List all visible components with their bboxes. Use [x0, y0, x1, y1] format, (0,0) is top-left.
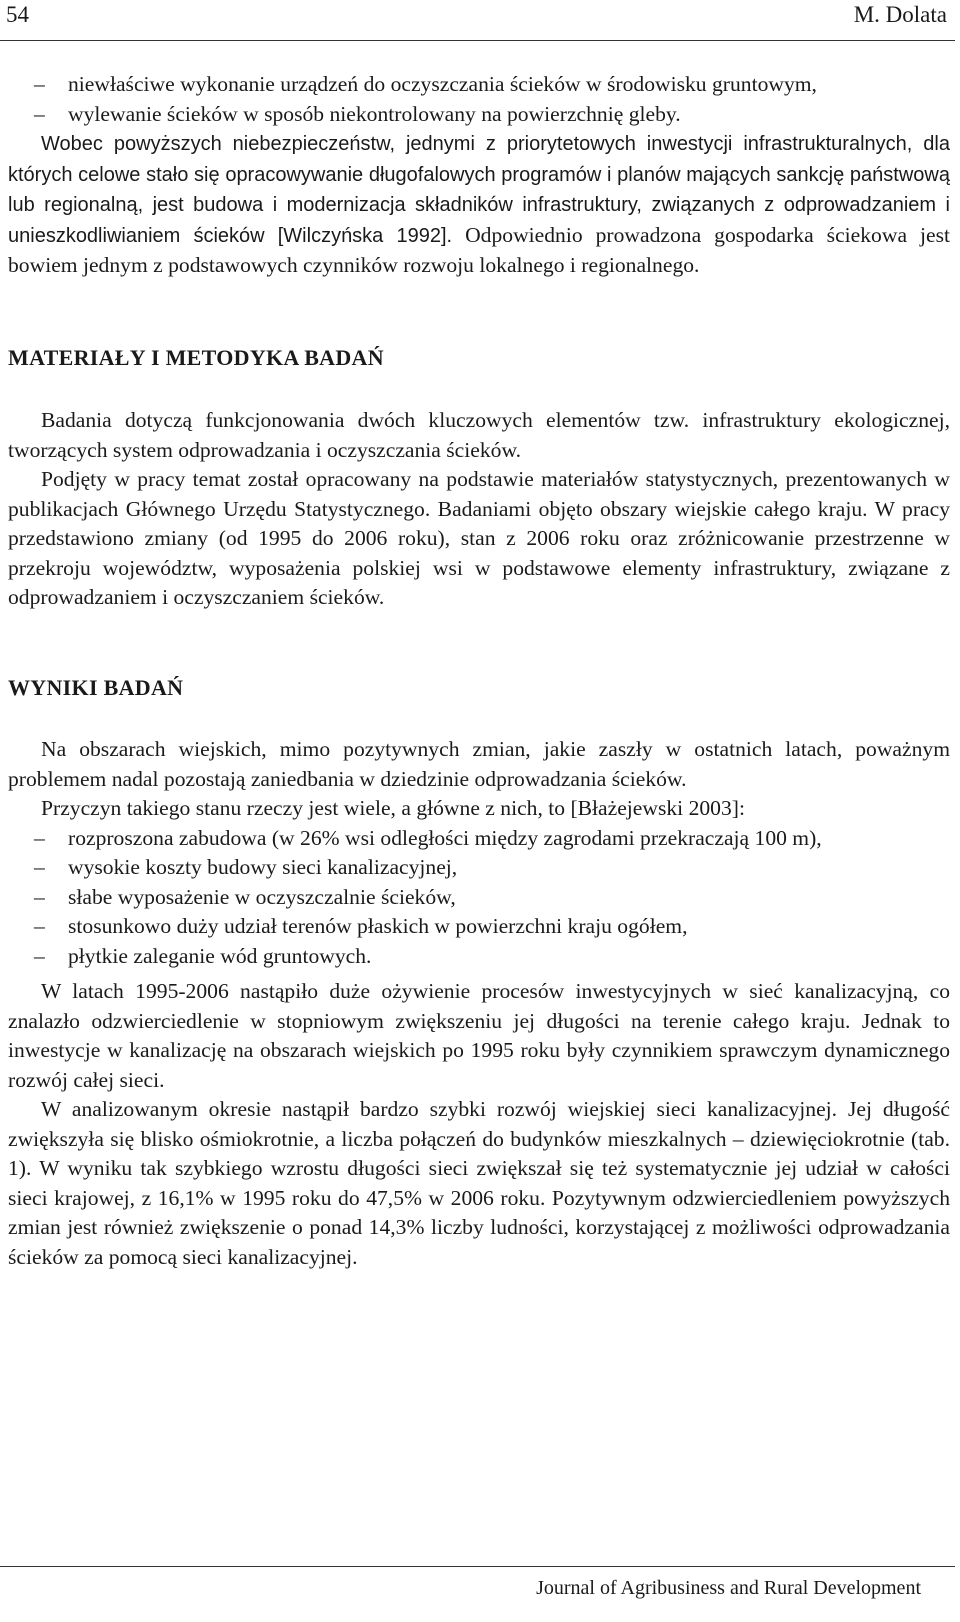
author-name: M. Dolata — [853, 2, 947, 27]
paragraph: W analizowanym okresie nastąpił bardzo szybki rozwój wiejskiej sieci kanalizacyjnej. Jej długość zwiększyła się blisko ośmiokrotnie, a liczba połączeń do budynków mieszkalnych – dziewięciokrotnie (tab. 1). W wyniku tak szybkiego wzrostu długości sieci zwiększał się też systematycznie jej udział w całości sieci krajowej, z 16,1% w 1995 roku do 47,5% w 2006 roku. Pozytywnym odzwierciedleniem powyższych zmian jest również zwiększenie o ponad 14,3% liczby ludności, korzystającej z możliwości odprowadzania ścieków za pomocą sieci kanalizacyjnej. — [8, 1097, 950, 1269]
causes-list — [8, 824, 950, 972]
paragraph-text: Odpowiednio prowadzona gospodarka ściekowa jest bowiem jednym z podstawowych czynników rozwoju lokalnego i regionalnego. — [8, 222, 951, 277]
page-number: 54 — [6, 2, 29, 27]
running-header — [0, 0, 955, 41]
paragraph-text: Wobec powyższych niebezpieczeństw, jednymi z priorytetowych inwestycji infrastrukturalnych, dla których celowe stało się opracowywanie długofalowych programów i planów mających sankcję państwową lub regionalną, jest budowa i modernizacja składników infrastruktury, związanych z odprowadzaniem i unieszkodliwianiem ścieków [Wilczyńska 1992]. — [8, 133, 950, 247]
list-item: – stosunkowo duży udział terenów płaskich w powierzchni kraju ogółem, — [8, 912, 950, 942]
list-item: – niewłaściwe wykonanie urządzeń do oczyszczania ścieków w środowisku gruntowym, — [8, 70, 950, 100]
list-item: – płytkie zaleganie wód gruntowych. — [8, 942, 950, 972]
section-heading-results: WYNIKI BADAŃ — [8, 674, 184, 700]
list-item: – rozproszona zabudowa (w 26% wsi odległości między zagrodami przekraczają 100 m), — [8, 824, 950, 854]
list-item: – wysokie koszty budowy sieci kanalizacyjnej, — [8, 853, 950, 883]
section-heading-materials: MATERIAŁY I METODYKA BADAŃ — [8, 344, 384, 370]
journal-name: Journal of Agribusiness and Rural Development — [536, 1577, 921, 1599]
running-footer — [0, 1566, 955, 1600]
paragraph: Podjęty w pracy temat został opracowany na podstawie materiałów statystycznych, prezentowanych w publikacjach Głównego Urzędu Statystycznego. Badaniami objęto obszary wiejskie całego kraju. W pracy przedstawiono zmiany (od 1995 do 2006 roku), stan z 2006 roku oraz zróżnicowanie przestrzenne w przekroju województw, wyposażenia polskiej wsi w podstawowe elementy infrastruktury, związane z odprowadzaniem i oczyszczaniem ścieków. — [8, 467, 950, 609]
list-item: – słabe wyposażenie w oczyszczalnie ścieków, — [8, 883, 950, 913]
paragraph: Na obszarach wiejskich, mimo pozytywnych zmian, jakie zaszły w ostatnich latach, poważnym problemem nadal pozostają zaniedbania w dziedzinie odprowadzania ścieków. — [8, 737, 950, 791]
page-content — [8, 70, 950, 1272]
hazards-list-continued — [8, 70, 950, 129]
paragraph: Przyczyn takiego stanu rzeczy jest wiele, a główne z nich, to [Błażejewski 2003]: — [41, 796, 745, 820]
paragraph — [8, 129, 950, 281]
list-item: – wylewanie ścieków w sposób niekontrolowany na powierzchnię gleby. — [8, 100, 950, 130]
paragraph: W latach 1995-2006 nastąpiło duże ożywienie procesów inwestycyjnych w sieć kanalizacyjną, co znalazło odzwierciedlenie w stopniowym zwiększeniu jej długości na terenie całego kraju. Jednak to inwestycje w kanalizację na obszarach wiejskich po 1995 roku były czynnikiem sprawczym dynamicznego rozwój całej sieci. — [8, 979, 950, 1092]
paragraph: Badania dotyczą funkcjonowania dwóch kluczowych elementów tzw. infrastruktury ekologicznej, tworzących system odprowadzania i oczyszczania ścieków. — [8, 408, 950, 462]
